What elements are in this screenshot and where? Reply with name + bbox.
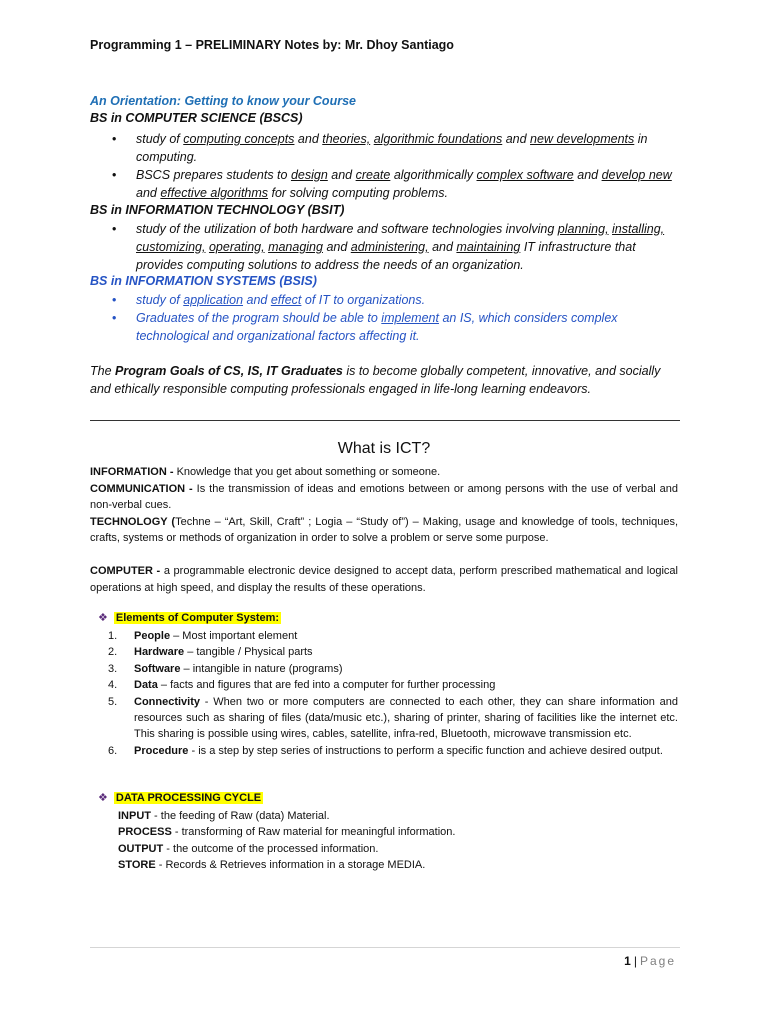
data-processing-heading: ❖ DATA PROCESSING CYCLE: [98, 792, 262, 804]
bscs-bullet-1: • study of computing concepts and theories, algorithmic foundations and new developments in computing.: [112, 132, 648, 164]
list-item: PROCESS - transforming of Raw material for meaningful information.: [118, 826, 456, 839]
page-header: Programming 1 – PRELIMINARY Notes by: Mr. Dhoy Santiago: [90, 38, 454, 52]
list-item: OUTPUT - the outcome of the processed information.: [118, 842, 379, 855]
list-item: 2. Hardware – tangible / Physical parts: [108, 646, 313, 659]
footer-separator: |: [633, 954, 637, 968]
computer-definition: COMPUTER - a programmable electronic device designed to accept data, perform prescribed mathematical and logical operations at high speed, and display the results of these operations.: [90, 565, 678, 594]
ict-title: What is ICT?: [337, 440, 431, 457]
four-diamond-bullet-icon: ❖: [98, 792, 108, 804]
bullet-dot-icon: •: [112, 168, 117, 182]
information-definition: INFORMATION - Knowledge that you get about something or someone.: [90, 466, 441, 478]
elements-heading: ❖ Elements of Computer System:: [98, 612, 280, 624]
bsit-bullet-1: • study of the utilization of both hardware and software technologies involving planning, installing, customizing, operating, managing and administering, and maintaining IT infrastructure that provides computing solutions to address the needs of an organization.: [112, 222, 665, 272]
four-diamond-bullet-icon: ❖: [98, 612, 108, 624]
orientation-title: An Orientation: Getting to know your Course: [90, 94, 356, 108]
list-item: 4. Data – facts and figures that are fed into a computer for further processing: [108, 679, 496, 692]
bsit-heading: BS in INFORMATION TECHNOLOGY (BSIT): [90, 203, 345, 217]
bsis-bullets: [112, 291, 672, 345]
bscs-bullet-2: • BSCS prepares students to design and create algorithmically complex software and develop new and effective algorithms for solving computing problems.: [112, 168, 672, 200]
bsit-bullets: [112, 220, 672, 274]
communication-definition: COMMUNICATION - Is the transmission of ideas and emotions between or among persons with the use of verbal and non-verbal cues.: [90, 482, 678, 511]
data-processing-list: [118, 808, 678, 874]
page-number: 1: [624, 954, 631, 968]
bsis-heading: BS in INFORMATION SYSTEMS (BSIS): [90, 274, 317, 288]
bullet-dot-icon: •: [112, 293, 117, 307]
footer-divider: [90, 947, 680, 948]
page-footer: [624, 954, 676, 968]
list-item: 5. Connectivity - When two or more computers are connected to each other, they can share information and resources such as sharing of files (data/music etc.), sharing of printer, sharing of facilities like the internet etc. This sharing is possible using wires, cables, satellite, infra-red, Bluetooth, microwave transmission etc.: [108, 695, 678, 741]
list-item: 3. Software – intangible in nature (programs): [108, 662, 343, 675]
list-item: 6. Procedure - is a step by step series of instructions to perform a specific function and achieve desired output.: [108, 744, 663, 757]
bscs-heading: BS in COMPUTER SCIENCE (BSCS): [90, 111, 303, 125]
ict-definitions: [90, 464, 678, 547]
technology-definition: TECHNOLOGY (Techne – “Art, Skill, Craft” ; Logia – “Study of”) – Making, usage and knowledge of tools, techniques, crafts, systems or methods of organization in order to solve a problem or serve some purpose.: [90, 515, 678, 544]
list-item: STORE - Records & Retrieves information in a storage MEDIA.: [118, 859, 426, 872]
bullet-dot-icon: •: [112, 222, 117, 236]
bsis-bullet-1: • study of application and effect of IT to organizations.: [112, 293, 426, 307]
section-divider: [90, 420, 680, 421]
list-item: 1. People – Most important element: [108, 630, 298, 642]
program-goals-paragraph: The Program Goals of CS, IS, IT Graduates is to become globally competent, innovative, and socially and ethically responsible computing professionals engaged in life-long learning endeavors.: [90, 364, 661, 396]
bscs-bullets: [112, 130, 672, 202]
elements-list: [108, 628, 678, 759]
list-item: INPUT - the feeding of Raw (data) Material.: [118, 810, 330, 822]
bullet-dot-icon: •: [112, 311, 117, 325]
page-label: Page: [639, 954, 676, 968]
bullet-dot-icon: •: [112, 132, 117, 146]
bsis-bullet-2: • Graduates of the program should be able to implement an IS, which considers complex technological and organizational factors affecting it.: [112, 311, 618, 343]
